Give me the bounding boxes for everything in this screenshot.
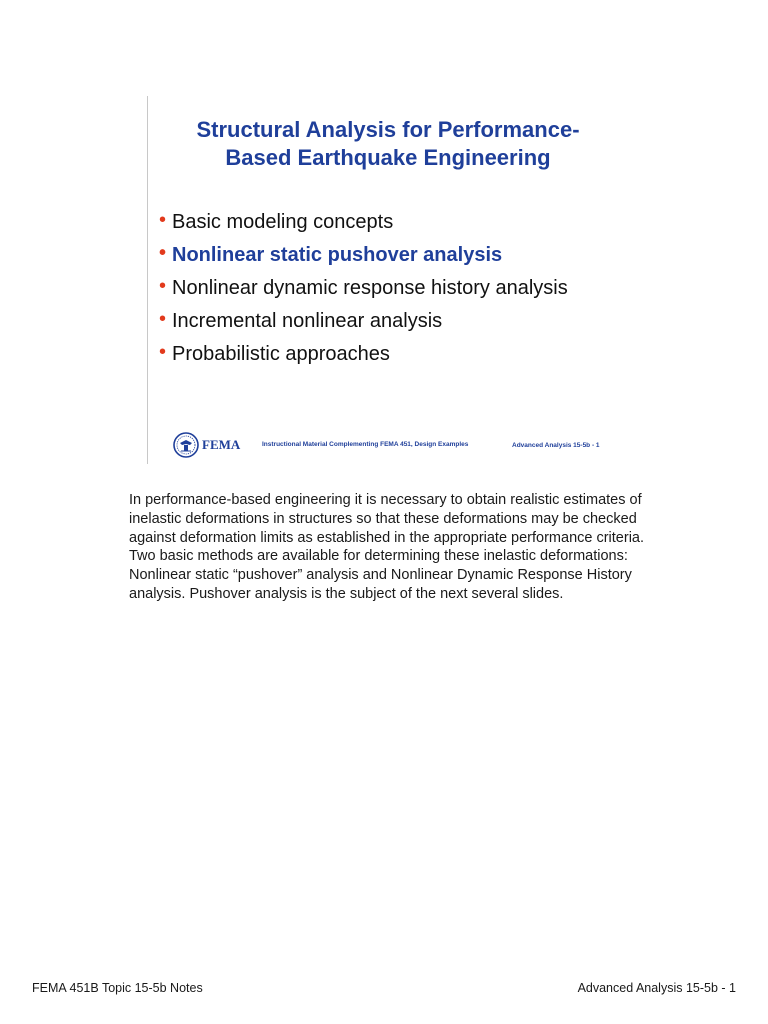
slide-title (148, 116, 628, 172)
slide-footer-caption: Instructional Material Complementing FEMA 451, Design Examples (262, 441, 469, 448)
bullet-item (159, 272, 568, 305)
page-footer-right: Advanced Analysis 15-5b - 1 (577, 981, 736, 995)
slide-title-line-1: Structural Analysis for Performance- (196, 117, 580, 142)
bullet-dot-icon: • (159, 341, 167, 363)
bullet-dot-icon: • (159, 275, 167, 297)
page-footer-left: FEMA 451B Topic 15-5b Notes (32, 981, 203, 995)
fema-seal-icon (173, 432, 199, 458)
fema-wordmark: FEMA (202, 437, 241, 452)
slide-footer-page-label: Advanced Analysis 15-5b - 1 (512, 442, 600, 449)
bullet-dot-icon: • (159, 242, 167, 264)
bullet-text: Incremental nonlinear analysis (172, 310, 443, 332)
bullet-dot-icon: • (159, 209, 167, 231)
slide-title-line-2: Based Earthquake Engineering (225, 145, 551, 170)
bullet-text: Basic modeling concepts (172, 211, 394, 233)
fema-logo (173, 432, 240, 458)
bullet-text: Nonlinear dynamic response history analysis (172, 277, 568, 299)
bullet-item-active (159, 239, 568, 272)
bullet-text: Probabilistic approaches (172, 343, 390, 365)
bullet-item (159, 338, 568, 371)
notes-paragraph: In performance-based engineering it is necessary to obtain realistic estimates of inelastic deformations in structures so that these deformations may be checked against deformation limits as established in the appropriate performance criteria. Two basic methods are available for determining these inelastic deformations: Nonlinear static “pushover” analysis and Nonlinear Dynamic Response History analysis. Pushover analysis is the subject of the next several slides. (129, 492, 645, 602)
bullet-item (159, 305, 568, 338)
slide-footer (173, 432, 623, 458)
bullet-item (159, 206, 568, 239)
bullet-text: Nonlinear static pushover analysis (172, 244, 503, 266)
bullet-dot-icon: • (159, 308, 167, 330)
slide-thumbnail (147, 96, 628, 464)
slide-bullet-list (159, 206, 568, 371)
